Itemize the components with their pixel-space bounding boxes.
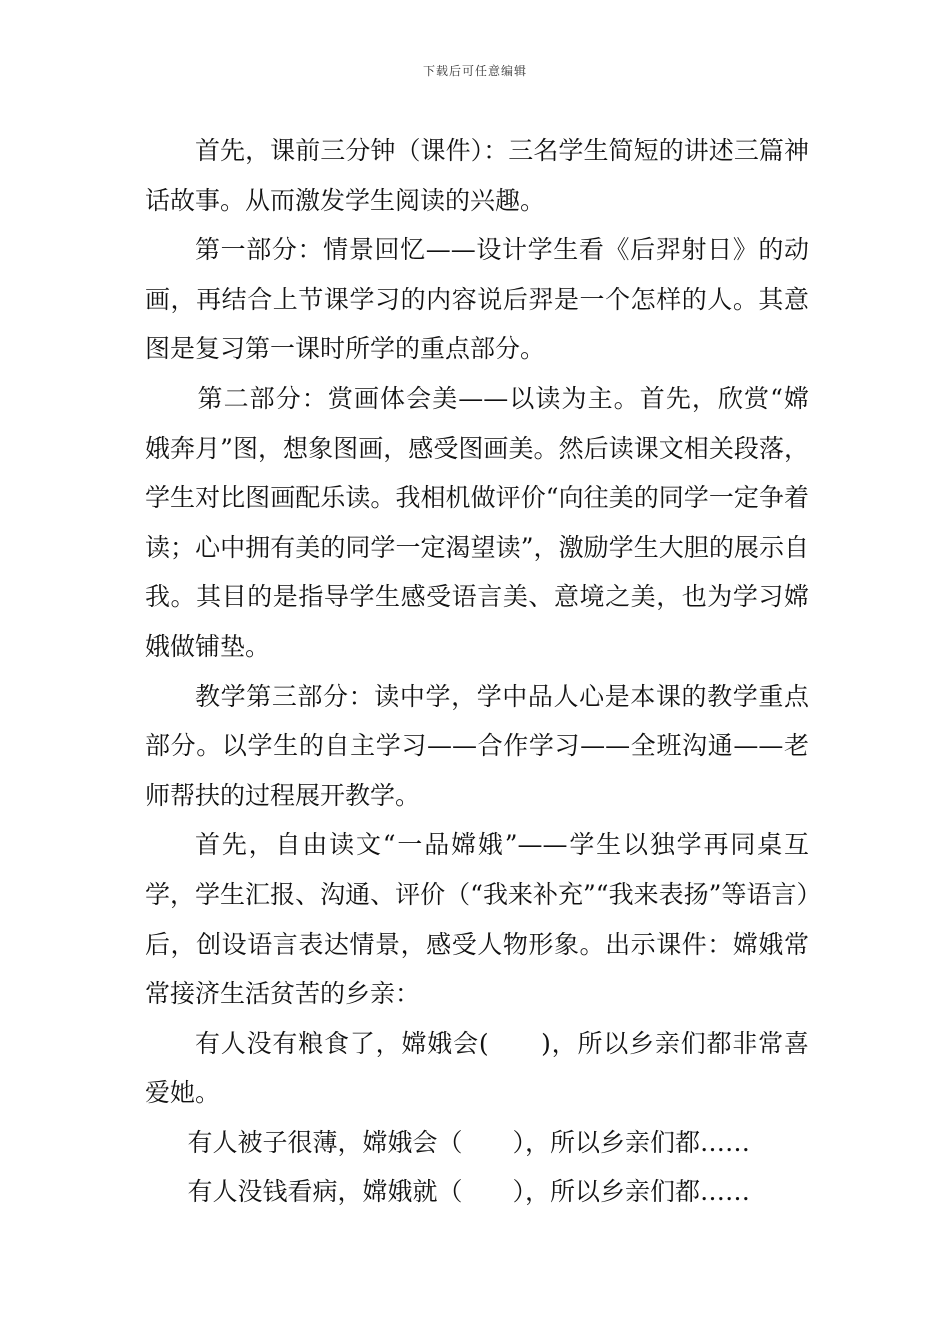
paragraph-first-read: 首先，自由读文“一品嫦娥”——学生以独学再同桌互学，学生汇报、沟通、评价（“我来补充”“我来表扬”等语言）后，创设语言表达情景，感受人物形象。出示课件：嫦娥常常接济生活贫苦的乡亲： [145, 830, 809, 1009]
paragraph-exercise-food: 有人没有粮食了，嫦娥会( )，所以乡亲们都非常喜爱她。 [145, 1028, 809, 1108]
paragraph-part-one: 第一部分：情景回忆——设计学生看《后羿射日》的动画，再结合上节课学习的内容说后羿是一个怎样的人。其意图是复习第一课时所学的重点部分。 [145, 235, 809, 364]
paragraph-exercise-quilt: 有人被子很薄，嫦娥会（ ），所以乡亲们都…… [187, 1127, 751, 1157]
document-body [145, 126, 809, 1217]
paragraph-exercise-illness: 有人没钱看病，嫦娥就（ ），所以乡亲们都…… [187, 1177, 751, 1207]
paragraph-intro: 首先，课前三分钟（课件）：三名学生简短的讲述三篇神话故事。从而激发学生阅读的兴趣。 [145, 136, 809, 215]
page-header: 下载后可任意编辑 [422, 64, 527, 78]
paragraph-part-three: 教学第三部分：读中学，学中品人心是本课的教学重点部分。以学生的自主学习——合作学习——全班沟通——老师帮扶的过程展开教学。 [145, 681, 809, 810]
paragraph-part-two: 第二部分：赏画体会美——以读为主。首先，欣赏“嫦娥奔月”图，想象图画，感受图画美。然后读课文相关段落，学生对比图画配乐读。我相机做评价“向往美的同学一定争着读；心中拥有美的同学一定渴望读”，激励学生大胆的展示自我。其目的是指导学生感受语言美、意境之美，也为学习嫦娥做铺垫。 [145, 383, 809, 661]
